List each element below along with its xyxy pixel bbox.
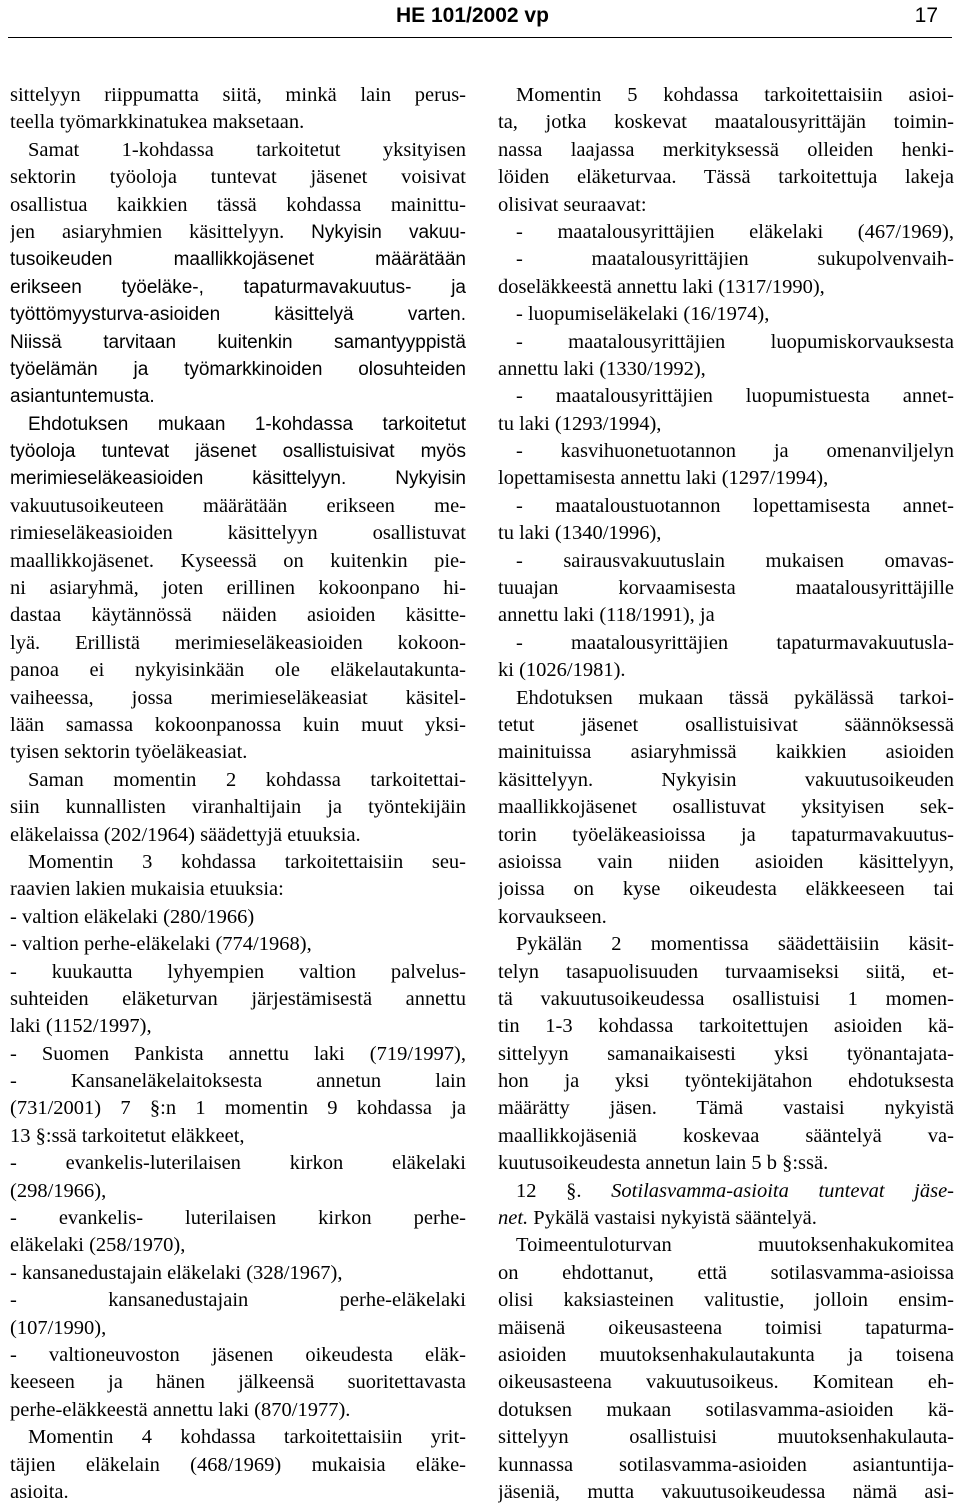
text-line: suhteiden eläketurvan järjestämisestä annettu — [10, 987, 466, 1010]
text-line: mainituissa asiaryhmissä kaikkien asioiden — [498, 741, 954, 764]
text-line: asioissa vain niiden asioiden käsittelyyn, — [498, 850, 954, 873]
text-line: - evankelis-luterilaisen kirkon eläkelaki — [10, 1152, 466, 1175]
text-line: - kansanedustajain perhe-eläkelaki — [10, 1289, 466, 1312]
right-text-column — [498, 82, 954, 1506]
text-line: teella työmarkkinatukea maksetaan. — [10, 111, 305, 134]
text-line: mäisenä oikeusasteena toimisi tapaturma- — [498, 1316, 954, 1339]
text-line: maallikkojäsenet. Kyseessä on kuitenkin pie- — [10, 549, 466, 572]
text-line: - kuukautta lyhyempien valtion palvelus- — [10, 960, 466, 983]
text-line: eläkelaki (258/1970), — [10, 1234, 186, 1257]
text-line: tu laki (1340/1996), — [498, 522, 662, 545]
text-line: maallikkojäseniä koskevaa sääntelyä va- — [498, 1124, 954, 1147]
text-line: - Suomen Pankista annettu laki (719/1997), — [10, 1042, 466, 1065]
text-line: - maatalousyrittäjien tapaturmavakuutusla- — [516, 631, 954, 654]
text-line: (107/1990), — [10, 1316, 107, 1339]
text-line: tusoikeuden maallikkojäsenet määrätään — [10, 249, 466, 271]
text-line: raavien lakien mukaisia etuuksia: — [10, 878, 284, 901]
text-line: Toimeentuloturvan muutoksenhakukomitea — [516, 1234, 954, 1257]
text-line: dotuksen mukaan sotilasvamma-asioiden kä- — [498, 1398, 954, 1421]
text-line: jäseniä, mutta vakuutusoikeudessa nämä asi- — [498, 1480, 954, 1503]
text-line: dastaa käytännössä näiden asioiden käsitte- — [10, 604, 466, 627]
text-line: jen asiaryhmien käsittelyyn. Nykyisin vakuu- — [10, 220, 466, 243]
text-line: laki (1152/1997), — [10, 1015, 152, 1038]
text-line: telyn tasapuolisuuden turvaamiseksi siitä, et- — [498, 960, 954, 983]
text-line: olisi kaksiasteinen valitustie, jolloin ensim- — [498, 1289, 954, 1312]
text-line: Momentin 5 kohdassa tarkoitettaisiin asioi- — [516, 84, 954, 106]
text-line: - sairausvakuutuslain mukaisen omavas- — [516, 549, 954, 572]
text-line: merimieseläkeasioiden käsittelyyn. Nykyisin — [10, 468, 466, 490]
text-line: doseläkkeestä annettu laki (1317/1990), — [498, 275, 825, 298]
text-line: - maatalousyrittäjien eläkelaki (467/1969), — [516, 220, 954, 243]
text-line: asioiden muutoksenhakulautakunta ja toisena — [498, 1343, 954, 1366]
text-line: - kansanedustajain eläkelaki (328/1967), — [10, 1261, 343, 1284]
text-line: asioita. — [10, 1480, 69, 1503]
text-line: tu laki (1293/1994), — [498, 412, 662, 435]
text-line: työelämän ja työmarkkinoiden olosuhteiden — [10, 358, 466, 380]
text-line: maallikkojäsenet osallistuvat yksityisen sek- — [498, 796, 954, 819]
text-line: käsittelyyn. Nykyisin vakuutusoikeuden — [498, 768, 954, 791]
text-line: tin 1-3 kohdassa tarkoitettujen asioiden kä- — [498, 1015, 954, 1038]
text-line: 13 §:ssä tarkoitetut eläkkeet, — [10, 1124, 245, 1147]
text-line: torin työeläkeasioissa ja tapaturmavakuutus- — [498, 823, 954, 846]
text-line: lopettamisesta annettu laki (1297/1994), — [498, 467, 829, 490]
text-line: Niissä tarvitaan kuitenkin samantyyppistä — [10, 331, 466, 353]
text-line: hon ja yksi työntekijätahon ehdotuksesta — [498, 1070, 954, 1093]
text-line: sittelyyn osallistuisi muutoksenhakulauta- — [498, 1426, 954, 1449]
text-line: keeseen ja hänen jälkeensä suoritettavasta — [10, 1371, 466, 1394]
text-line: - luopumiseläkelaki (16/1974), — [516, 303, 770, 326]
text-line: määrätty jäsen. Tämä vastaisi nykyistä — [498, 1097, 954, 1120]
text-line: perhe-eläkkeestä annettu laki (870/1977). — [10, 1398, 351, 1421]
text-line: - kasvihuonetuotannon ja omenanviljelyn — [516, 440, 954, 463]
text-line: panoa ei nykyisinkään ole eläkelautakunta- — [10, 659, 466, 682]
page-number: 17 — [914, 4, 938, 27]
text-line: vakuutusoikeuteen määrätään erikseen me- — [10, 494, 466, 517]
text-line: lyä. Erillistä merimieseläkeasioiden kokoon- — [10, 631, 466, 654]
text-line: - maataloustuotannon lopettamisesta annet- — [516, 494, 954, 517]
text-line: ni asiaryhmä, joten erillinen kokoonpano hi- — [10, 577, 466, 600]
text-line: sittelyyn riippumatta siitä, minkä lain perus- — [10, 84, 466, 106]
text-line: rimieseläkeasioiden käsittelyyn osallistuvat — [10, 522, 466, 545]
text-line: työttömyysturva-asioiden käsittelyä varten. — [10, 304, 466, 326]
text-line: täjien eläkelain (468/1969) mukaisia eläke- — [10, 1453, 466, 1476]
text-line: tetut jäsenet osallistuisivat säännöksessä — [498, 713, 954, 736]
text-line: - valtion perhe-eläkelaki (774/1968), — [10, 933, 312, 956]
text-line: on ehdottanut, että sotilasvamma-asioissa — [498, 1261, 954, 1284]
text-line: - maatalousyrittäjien luopumistuesta annet- — [516, 385, 954, 408]
text-line: Momentin 3 kohdassa tarkoitettaisiin seu- — [28, 850, 466, 873]
text-line: Ehdotuksen mukaan tässä pykälässä tarkoi- — [516, 686, 954, 709]
text-line: tuuajan korvaamisesta maatalousyrittäjille — [498, 577, 954, 600]
text-line: tyisen sektorin työeläkeasiat. — [10, 741, 248, 764]
text-line: Momentin 4 kohdassa tarkoitettaisiin yrit- — [28, 1426, 466, 1449]
text-line: 12 §. Sotilasvamma-asioita tuntevat jäse- — [516, 1179, 954, 1202]
text-line: löiden eläketurvaa. Tässä tarkoitettuja lakeja — [498, 166, 954, 189]
text-line: työoloja tuntevat jäsenet osallistuisivat myös — [10, 441, 466, 463]
text-line: oikeusasteena vakuutusoikeus. Komitean eh- — [498, 1371, 954, 1394]
text-line: lään samassa kokoonpanossa kuin muut yksi- — [10, 713, 466, 736]
text-line: net. Pykälä vastaisi nykyistä sääntelyä. — [498, 1207, 817, 1230]
text-line: nassa laajassa merkityksessä olleiden henki- — [498, 138, 954, 161]
text-line: olisivat seuraavat: — [498, 193, 647, 216]
text-line: annettu laki (118/1991), ja — [498, 604, 715, 627]
text-line: asiantuntemusta. — [10, 386, 155, 408]
left-text-column — [10, 82, 466, 1506]
text-line: kuutusoikeudesta annetun lain 5 b §:ssä. — [498, 1152, 829, 1175]
text-line: vaiheessa, jossa merimieseläkeasiat käsitel- — [10, 686, 466, 709]
text-line: sektorin työoloja tuntevat jäsenet voisivat — [10, 166, 466, 189]
text-line: erikseen työeläke-, tapaturmavakuutus- ja — [10, 276, 466, 298]
text-line: ki (1026/1981). — [498, 659, 626, 682]
page-header — [0, 0, 960, 40]
text-line: joissa on kyse oikeudesta eläkkeeseen tai — [498, 878, 954, 901]
text-line: (298/1966), — [10, 1179, 107, 1202]
text-line: - valtioneuvoston jäsenen oikeudesta eläk- — [10, 1343, 466, 1366]
text-line: tä vakuutusoikeudessa osallistuisi 1 momen- — [498, 987, 954, 1010]
text-line: osallistua kaikkien tässä kohdassa mainittu- — [10, 193, 466, 216]
text-line: - maatalousyrittäjien sukupolvenvaih- — [516, 248, 954, 271]
document-title: HE 101/2002 vp — [396, 4, 549, 27]
text-line: (731/2001) 7 §:n 1 momentin 9 kohdassa ja — [10, 1097, 466, 1120]
text-line: siin kunnallisten viranhaltijain ja työntekijäin — [10, 796, 466, 819]
text-line: korvaukseen. — [498, 905, 607, 928]
text-line: - evankelis- luterilaisen kirkon perhe- — [10, 1207, 466, 1230]
text-line: Samat 1-kohdassa tarkoitetut yksityisen — [28, 138, 466, 161]
text-line: annettu laki (1330/1992), — [498, 357, 706, 380]
text-line: Pykälän 2 momentissa säädettäisiin käsit- — [516, 933, 954, 956]
text-line: - maatalousyrittäjien luopumiskorvauksesta — [516, 330, 954, 353]
text-line: Saman momentin 2 kohdassa tarkoitettai- — [28, 768, 466, 791]
text-line: - Kansaneläkelaitoksesta annetun lain — [10, 1070, 466, 1093]
text-line: kunnassa sotilasvamma-asioiden asiantuntija- — [498, 1453, 954, 1476]
text-line: sittelyyn samanaikaisesti yksi työnantajata- — [498, 1042, 954, 1065]
text-line: Ehdotuksen mukaan 1-kohdassa tarkoitetut — [28, 413, 466, 435]
header-rule — [8, 37, 952, 38]
text-line: eläkelaissa (202/1964) säädettyjä etuuksia. — [10, 823, 361, 846]
text-line: - valtion eläkelaki (280/1966) — [10, 905, 255, 928]
text-line: ta, jotka koskevat maatalousyrittäjän toimin- — [498, 111, 954, 134]
